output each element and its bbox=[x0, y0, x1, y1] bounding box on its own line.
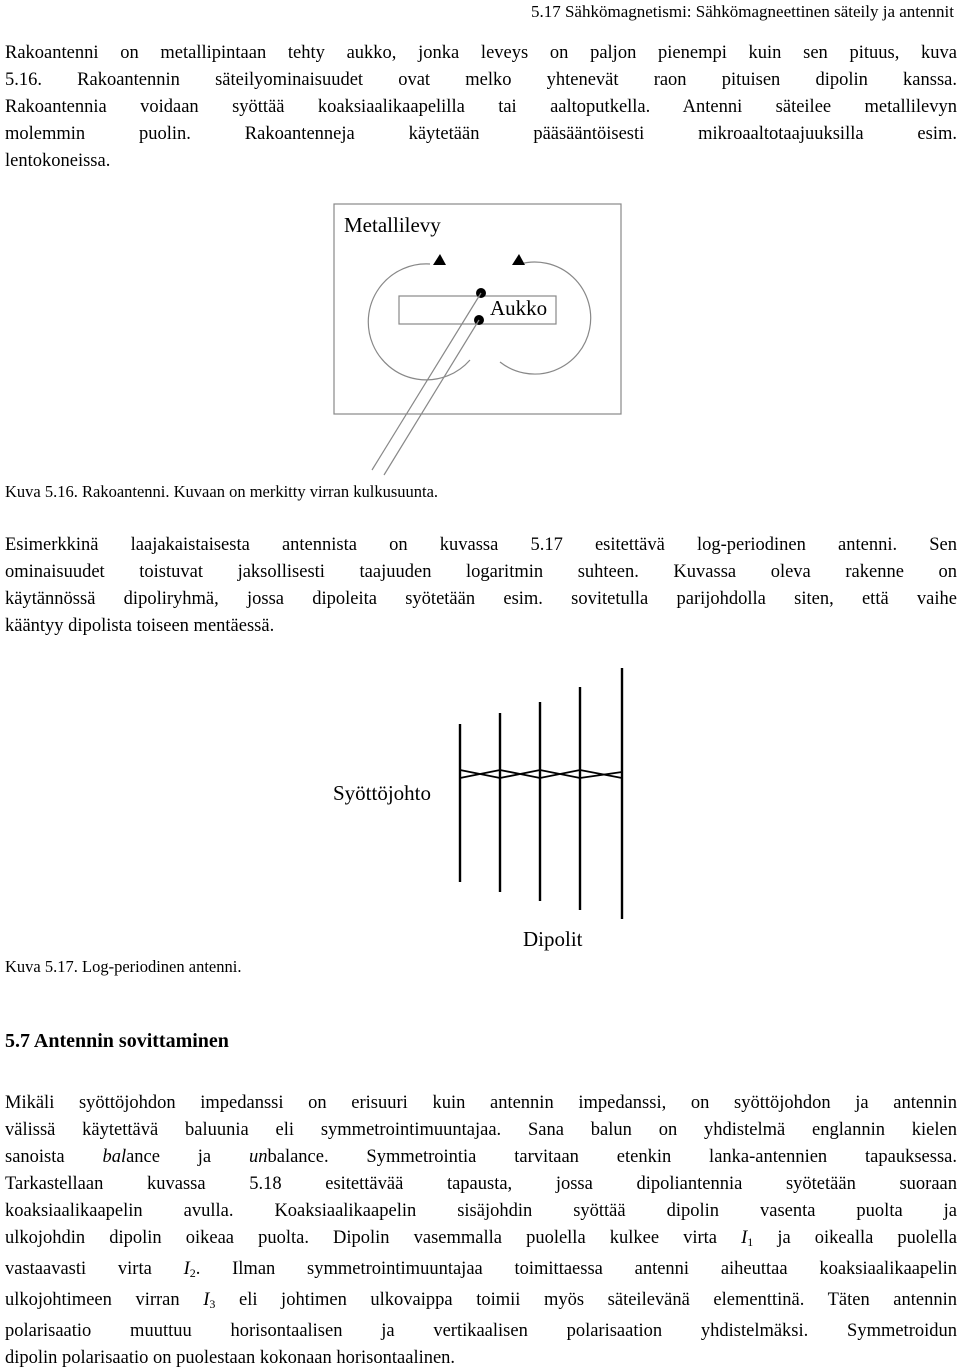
feed-line-label: Syöttöjohto bbox=[333, 781, 432, 805]
log-periodic-paragraph bbox=[5, 532, 957, 640]
text-line: molemmin puolin. Rakoantenneja käytetään pääsääntöisesti mikroaaltotaajuuksilla esim. bbox=[5, 124, 957, 144]
current-arrow-left bbox=[433, 254, 446, 265]
text-line: Mikäli syöttöjohdon impedanssi on erisuuri kuin antennin impedanssi, on syöttöjohdon ja antennin bbox=[5, 1093, 957, 1113]
intro-paragraph bbox=[5, 40, 957, 175]
dipoles-label: Dipolit bbox=[523, 927, 583, 951]
slot-antenna-figure bbox=[0, 190, 960, 490]
text-line: Esimerkkinä laajakaistaisesta antennista on kuvassa 5.17 esitettävä log-periodinen antenni. Sen bbox=[5, 535, 957, 555]
feed-line bbox=[384, 320, 479, 475]
log-periodic-figure bbox=[0, 660, 960, 940]
text-line: ominaisuudet toistuvat jaksollisesti taajuuden logaritmin suhteen. Kuvassa oleva rakenne on bbox=[5, 562, 957, 582]
figure-caption: Kuva 5.16. Rakoantenni. Kuvaan on merkitty virran kulkusuunta. bbox=[5, 482, 439, 501]
current-arrow-right bbox=[512, 254, 525, 265]
text-line: lentokoneissa. bbox=[5, 151, 111, 171]
text-line: käytännössä dipoliryhmä, jossa dipoleita syötetään esim. sovitetulla parijohdolla siten, että vaihe bbox=[5, 589, 957, 609]
text-line: Tarkastellaan kuvassa 5.18 esitettävää tapausta, jossa dipoliantennia syötetään suoraan bbox=[5, 1174, 957, 1194]
running-header: 5.17 Sähkömagnetismi: Sähkömagneettinen säteily ja antennit bbox=[530, 2, 954, 21]
slot-label: Aukko bbox=[490, 296, 548, 320]
feed-line bbox=[372, 293, 481, 470]
text-line: ulkojohdin dipolin oikeaa puolta. Dipolin vasemmalla puolella kulkee virta $I_1$ ja oikealla puolella bbox=[5, 1228, 958, 1249]
text-line: ulkojohtimeen virran $I_3$ eli johtimen ulkovaippa toimii myös säteilevänä elementtinä. Täten antennin bbox=[5, 1290, 957, 1311]
section-heading: 5.7 Antennin sovittaminen bbox=[5, 1030, 229, 1052]
matching-paragraph bbox=[5, 1090, 957, 1372]
text-line: välissä käytettävä baluunia eli symmetrointimuuntajaa. Sana balun on yhdistelmä englannin kielen bbox=[5, 1120, 957, 1140]
text-line: 5.16. Rakoantennin säteilyominaisuudet ovat melko yhtenevät raon pituisen dipolin kanssa. bbox=[5, 70, 957, 90]
text-line: vastaavasti virta $I_2$. Ilman symmetrointimuuntajaa toimittaessa antenni aiheuttaa koaksiaalikaapelin bbox=[5, 1259, 957, 1280]
current-loop-left bbox=[368, 264, 470, 380]
text-line: sanoista balance ja unbalance. Symmetrointia tarvitaan etenkin lanka-antennien tapauksessa. bbox=[5, 1147, 957, 1167]
text-line: Rakoantennia voidaan syöttää koaksiaalikaapelilla tai aaltoputkella. Antenni säteilee metallilevyn bbox=[5, 97, 957, 117]
text-line: kääntyy dipolista toiseen mentäessä. bbox=[5, 616, 275, 636]
figure-caption: Kuva 5.17. Log-periodinen antenni. bbox=[5, 957, 242, 976]
text-line: koaksiaalikaapelin avulla. Koaksiaalikaapelin sisäjohdin syöttää dipolin vasenta puolta ja bbox=[5, 1201, 957, 1221]
metal-plate-label: Metallilevy bbox=[344, 213, 441, 237]
text-line: Rakoantenni on metallipintaan tehty aukko, jonka leveys on paljon pienempi kuin sen pituus, kuva bbox=[5, 43, 957, 63]
text-line: polarisaatio muuttuu horisontaalisen ja vertikaalisen polarisaation yhdistelmäksi. Symmetroidun bbox=[5, 1321, 957, 1341]
text-line: dipolin polarisaatio on puolestaan kokonaan horisontaalinen. bbox=[5, 1348, 456, 1368]
dipole-elements bbox=[460, 668, 622, 919]
